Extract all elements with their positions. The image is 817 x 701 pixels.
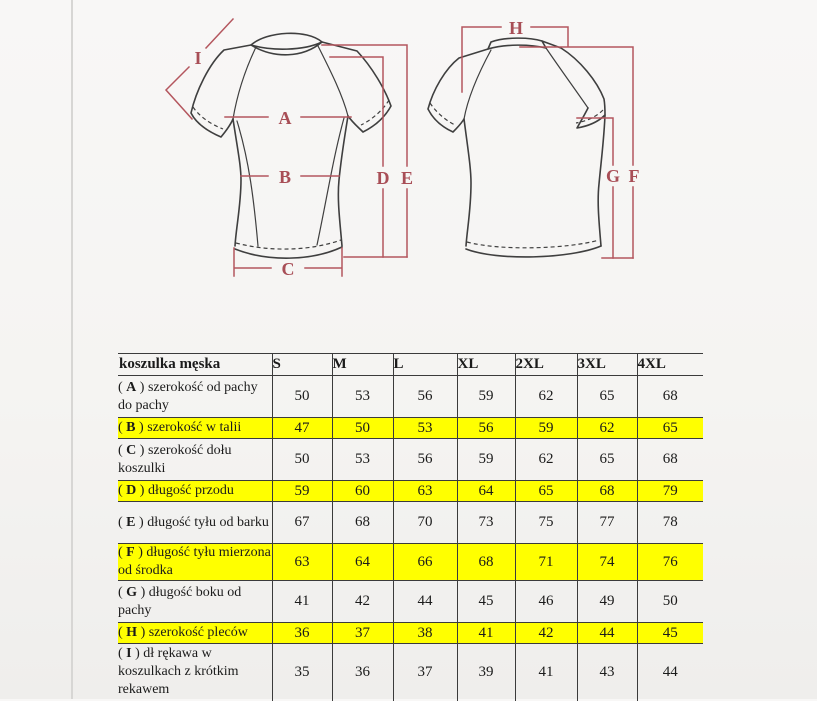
front-right-shoulder-sleeve	[322, 42, 391, 132]
label-B: B	[278, 167, 292, 187]
table-row	[118, 376, 703, 418]
measurement-value: 47	[272, 418, 332, 439]
label-H: H	[508, 18, 524, 38]
measurement-value: 41	[272, 581, 332, 623]
back-left-raglan-seam	[464, 50, 491, 119]
measurement-value: 71	[515, 544, 577, 581]
measurement-value: 67	[272, 502, 332, 544]
front-body-left	[233, 119, 241, 246]
measurement-value: 60	[332, 481, 393, 502]
front-right-sleeve-hem-dashed	[361, 100, 389, 125]
measure-line-I	[166, 19, 233, 119]
measure-line-G	[577, 118, 613, 258]
measurement-value: 46	[515, 581, 577, 623]
measurement-value: 49	[577, 581, 637, 623]
measurement-value: 42	[515, 623, 577, 644]
table-row	[118, 623, 703, 644]
front-right-raglan-seam	[317, 44, 348, 116]
size-column-header: L	[393, 354, 457, 376]
size-column-header: 4XL	[637, 354, 703, 376]
row-label	[118, 481, 272, 502]
row-label-paren-open: (	[118, 514, 127, 530]
measurement-value: 62	[515, 439, 577, 481]
row-label-text: szerokość w talii	[147, 420, 242, 435]
front-measure-lines	[166, 19, 413, 279]
table-row	[118, 644, 703, 701]
back-hem-dashed	[467, 240, 599, 248]
measurement-value: 56	[393, 439, 457, 481]
measurement-value: 62	[515, 376, 577, 418]
measurement-value: 41	[457, 623, 515, 644]
row-label-text: dł rękawa w koszulkach z krótkim rekawem	[118, 646, 239, 698]
row-label	[118, 439, 272, 481]
row-label-paren-close: )	[136, 442, 148, 458]
table-header-row	[118, 354, 703, 376]
measurement-value: 68	[332, 502, 393, 544]
measurement-value: 74	[577, 544, 637, 581]
row-label-paren-open: (	[118, 420, 127, 435]
table-row	[118, 544, 703, 581]
measurement-value: 44	[577, 623, 637, 644]
measurement-value: 36	[332, 644, 393, 701]
row-label-text: szerokość od pachy do pachy	[118, 379, 258, 413]
measurement-value: 76	[637, 544, 703, 581]
measurement-value: 63	[393, 481, 457, 502]
back-body-left	[464, 119, 471, 246]
measurement-value: 53	[332, 439, 393, 481]
measurement-value: 45	[637, 623, 703, 644]
row-label-paren-close: )	[131, 646, 144, 662]
measurement-value: 38	[393, 623, 457, 644]
measurement-value: 65	[577, 376, 637, 418]
row-label	[118, 418, 272, 439]
measurement-value: 65	[515, 481, 577, 502]
measurement-value: 63	[272, 544, 332, 581]
table-row	[118, 502, 703, 544]
row-label-paren-open: (	[118, 625, 127, 640]
row-label-text: długość tyłu od barku	[147, 514, 269, 530]
back-right-shoulder-sleeve	[542, 41, 605, 128]
front-left-raglan-seam	[233, 47, 256, 119]
front-hem	[235, 247, 342, 258]
size-table	[118, 353, 703, 701]
row-label-paren-open: (	[118, 584, 127, 600]
row-label-paren-open: (	[118, 545, 127, 560]
measure-line-E	[322, 45, 407, 257]
measurement-value: 59	[457, 376, 515, 418]
measurement-value: 50	[637, 581, 703, 623]
label-C: C	[281, 259, 295, 279]
measurement-value: 78	[637, 502, 703, 544]
measurement-value: 79	[637, 481, 703, 502]
row-letter: I	[126, 646, 132, 662]
measurement-value: 39	[457, 644, 515, 701]
measurement-value: 42	[332, 581, 393, 623]
row-label-paren-close: )	[135, 514, 148, 530]
label-A: A	[278, 108, 292, 128]
row-label	[118, 502, 272, 544]
front-collar	[251, 33, 322, 55]
measurement-value: 35	[272, 644, 332, 701]
front-left-sleeve-hem-dashed	[193, 107, 223, 129]
measurement-value: 66	[393, 544, 457, 581]
measurement-value: 59	[457, 439, 515, 481]
row-label-paren-close: )	[137, 584, 149, 600]
row-letter: B	[126, 420, 136, 435]
row-letter: C	[126, 442, 137, 458]
row-letter: A	[126, 379, 137, 395]
table-title: koszulka męska	[119, 356, 221, 372]
measurement-value: 53	[332, 376, 393, 418]
label-G: G	[605, 166, 621, 186]
measurement-value: 65	[637, 418, 703, 439]
measurement-value: 50	[332, 418, 393, 439]
table-row	[118, 481, 703, 502]
back-left-shoulder-sleeve	[428, 49, 488, 132]
measurement-value: 36	[272, 623, 332, 644]
shirt-back-drawing	[428, 38, 605, 257]
back-left-sleeve-hem-dashed	[430, 103, 455, 125]
measurement-value: 64	[457, 481, 515, 502]
row-letter: H	[126, 625, 138, 640]
row-label	[118, 376, 272, 418]
measurement-value: 37	[393, 644, 457, 701]
size-table-body	[118, 376, 703, 701]
row-letter: E	[126, 514, 136, 530]
row-label-text: szerokość pleców	[148, 625, 248, 640]
row-label-paren-open: (	[118, 646, 127, 662]
row-label-paren-close: )	[136, 379, 148, 395]
back-right-raglan-seam	[546, 48, 588, 108]
row-label-paren-close: )	[135, 420, 148, 435]
measurement-value: 59	[272, 481, 332, 502]
measurement-value: 41	[515, 644, 577, 701]
measurement-value: 45	[457, 581, 515, 623]
row-label	[118, 544, 272, 581]
measurement-value: 62	[577, 418, 637, 439]
measurement-value: 50	[272, 439, 332, 481]
back-body-right	[598, 115, 605, 246]
measurement-value: 53	[393, 418, 457, 439]
measurement-value: 70	[393, 502, 457, 544]
measurement-value: 59	[515, 418, 577, 439]
row-letter: F	[126, 545, 135, 560]
label-E: E	[400, 168, 414, 188]
size-column-header: 2XL	[515, 354, 577, 376]
row-label	[118, 623, 272, 644]
row-letter: G	[126, 584, 138, 600]
measurement-value: 37	[332, 623, 393, 644]
row-label-text: długość przodu	[147, 483, 234, 498]
row-label-paren-open: (	[118, 379, 127, 395]
measurement-value: 65	[577, 439, 637, 481]
row-label-text: długość tyłu mierzona od środka	[118, 545, 271, 578]
shirt-front-drawing	[191, 33, 391, 258]
table-row	[118, 418, 703, 439]
front-left-panel-seam	[237, 121, 258, 246]
measurement-value: 56	[393, 376, 457, 418]
measurement-value: 77	[577, 502, 637, 544]
size-column-header: XL	[457, 354, 515, 376]
label-I: I	[194, 48, 202, 68]
measurement-value: 50	[272, 376, 332, 418]
measurement-value: 68	[457, 544, 515, 581]
table-row	[118, 439, 703, 481]
row-label-paren-close: )	[137, 625, 149, 640]
measurement-value: 75	[515, 502, 577, 544]
row-label	[118, 581, 272, 623]
table-row	[118, 581, 703, 623]
measurement-value: 68	[577, 481, 637, 502]
size-column-header: S	[272, 354, 332, 376]
front-hem-dashed	[236, 240, 341, 249]
row-label-paren-close: )	[134, 545, 147, 560]
label-D: D	[376, 168, 390, 188]
size-column-header: M	[332, 354, 393, 376]
measurement-value: 44	[393, 581, 457, 623]
size-column-header: 3XL	[577, 354, 637, 376]
measurement-value: 64	[332, 544, 393, 581]
measurement-value: 56	[457, 418, 515, 439]
measurement-value: 68	[637, 439, 703, 481]
row-label-paren-open: (	[118, 483, 127, 498]
row-label-text: długość boku od pachy	[118, 584, 242, 618]
row-letter: D	[126, 483, 137, 498]
row-label-text: szerokość dołu koszulki	[118, 442, 232, 476]
row-label	[118, 644, 272, 701]
measurement-value: 43	[577, 644, 637, 701]
label-F: F	[628, 166, 640, 186]
row-label-paren-close: )	[136, 483, 148, 498]
measure-line-F	[520, 47, 633, 258]
row-label-paren-open: (	[118, 442, 127, 458]
measurement-value: 68	[637, 376, 703, 418]
measurement-value: 73	[457, 502, 515, 544]
measurement-value: 44	[637, 644, 703, 701]
